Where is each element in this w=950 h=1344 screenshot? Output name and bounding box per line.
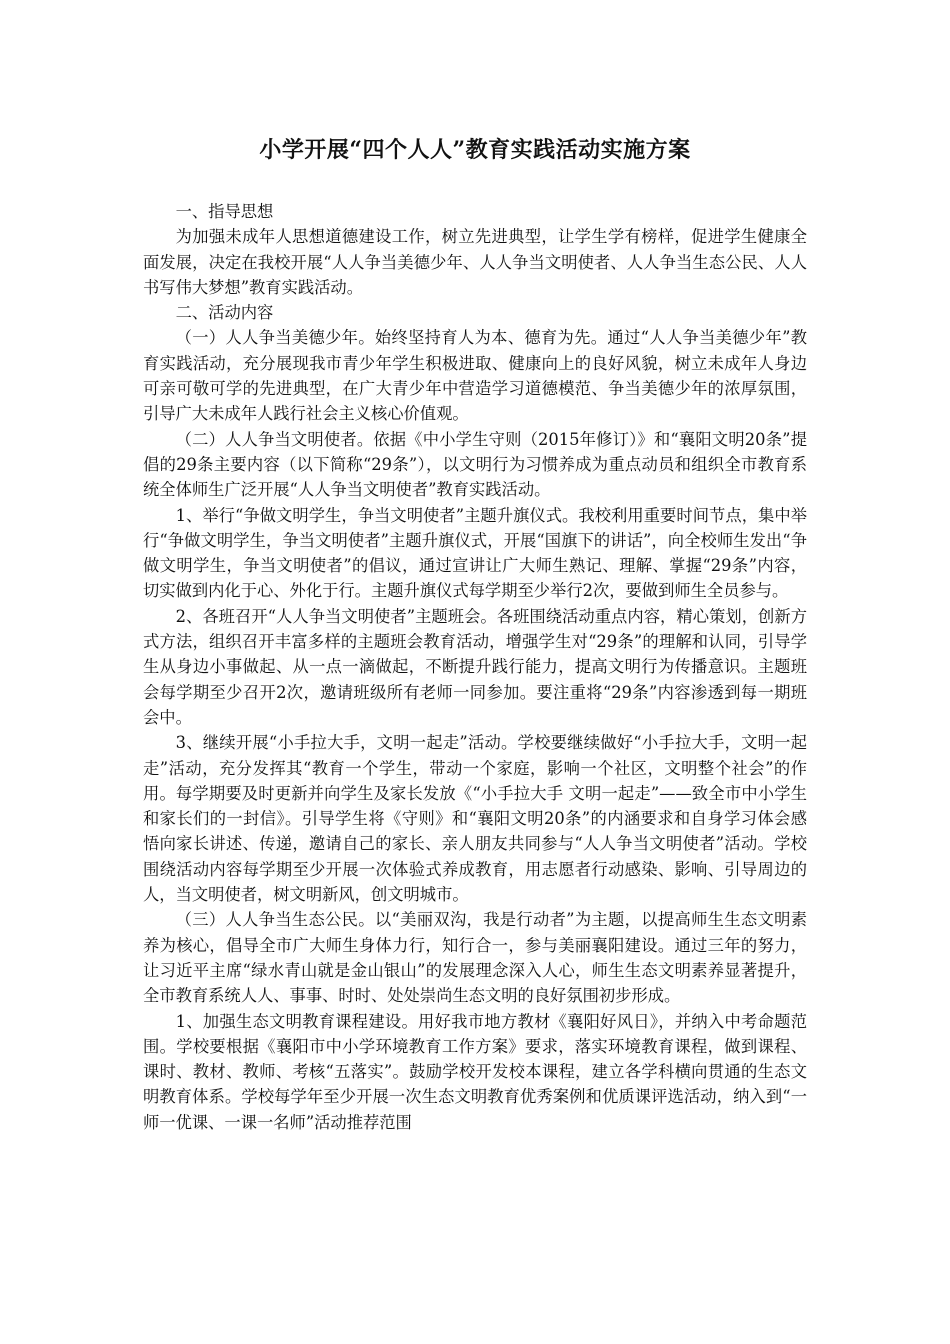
paragraph-flag-ceremony: 1、举行“争做文明学生，争当文明使者”主题升旗仪式。我校利用重要时间节点，集中举行“争做文明学生，争当文明使者”主题升旗仪式，开展“国旗下的讲话”，向全校师生发出“争做文明学生，争当文明使者”的倡议，通过宣讲让广大师生熟记、理解、掌握“29条”内容，切实做到内化于心、外化于行。主题升旗仪式每学期至少举行2次，要做到师生全员参与。 (143, 505, 807, 601)
paragraph-class-meeting: 2、各班召开“人人争当文明使者”主题班会。各班围绕活动重点内容，精心策划，创新方式方法，组织召开丰富多样的主题班会教育活动，增强学生对“29条”的理解和认同，引导学生从身边小事做起、从一点一滴做起，不断提升践行能力，提高文明行为传播意识。主题班会每学期至少召开2次，邀请班级所有老师一同参加。要注重将“29条”内容渗透到每一期班会中。 (143, 606, 807, 727)
paragraph-guiding-ideology: 为加强未成年人思想道德建设工作，树立先进典型，让学生学有榜样，促进学生健康全面发展，决定在我校开展“人人争当美德少年、人人争当文明使者、人人争当生态公民、人人书写伟大梦想”教育实践活动。 (143, 227, 807, 297)
document-title: 小学开展“四个人人”教育实践活动实施方案 (259, 137, 691, 163)
section-heading-guiding-ideology: 一、指导思想 (175, 202, 274, 221)
paragraph-eco-curriculum: 1、加强生态文明教育课程建设。用好我市地方教材《襄阳好风日》，并纳入中考命题范围。学校要根据《襄阳市中小学环境教育工作方案》要求，落实环境教育课程，做到课程、课时、教材、教师、考核“五落实”。鼓励学校开发校本课程，建立各学科横向贯通的生态文明教育体系。学校每学年至少开展一次生态文明教育优秀案例和优质课评选活动，纳入到“一师一优课、一课一名师”活动推荐范围 (143, 1011, 807, 1132)
paragraph-eco-citizen: （三）人人争当生态公民。以“美丽双沟，我是行动者”为主题，以提高师生生态文明素养为核心，倡导全市广大师生身体力行，知行合一，参与美丽襄阳建设。通过三年的努力，让习近平主席“绿水青山就是金山银山”的发展理念深入人心，师生生态文明素养显著提升，全市教育系统人人、事事、时时、处处崇尚生态文明的良好氛围初步形成。 (143, 910, 807, 1006)
paragraph-virtue-youth: （一）人人争当美德少年。始终坚持育人为本、德育为先。通过“人人争当美德少年”教育实践活动，充分展现我市青少年学生积极进取、健康向上的良好风貌，树立未成年人身边可亲可敬可学的先进典型，在广大青少年中营造学习道德模范、争当美德少年的浓厚氛围，引导广大未成年人践行社会主义核心价值观。 (143, 328, 807, 424)
paragraph-hand-in-hand: 3、继续开展“小手拉大手，文明一起走”活动。学校要继续做好“小手拉大手，文明一起走”活动，充分发挥其“教育一个学生，带动一个家庭，影响一个社区，文明整个社会”的作用。每学期要及时更新并向学生及家长发放《“小手拉大手 文明一起走”——致全市中小学生和家长们的一封信》。引导学生将《守则》和“襄阳文明20条”的内涵要求和自身学习体会感悟向家长讲述、传递，邀请自己的家长、亲人朋友共同参与“人人争当文明使者”活动。学校围绕活动内容每学期至少开展一次体验式养成教育，用志愿者行动感染、影响、引导周边的人，当文明使者，树文明新风，创文明城市。 (143, 733, 807, 905)
section-heading-activity-content: 二、活动内容 (175, 303, 274, 323)
document-body (143, 199, 807, 1135)
paragraph-civility-envoy: （二）人人争当文明使者。依据《中小学生守则（2015年修订）》和“襄阳文明20条”提倡的29条主要内容（以下简称“29条”），以文明行为习惯养成为重点动员和组织全市教育系统全体师生广泛开展“人人争当文明使者”教育实践活动。 (143, 429, 807, 500)
